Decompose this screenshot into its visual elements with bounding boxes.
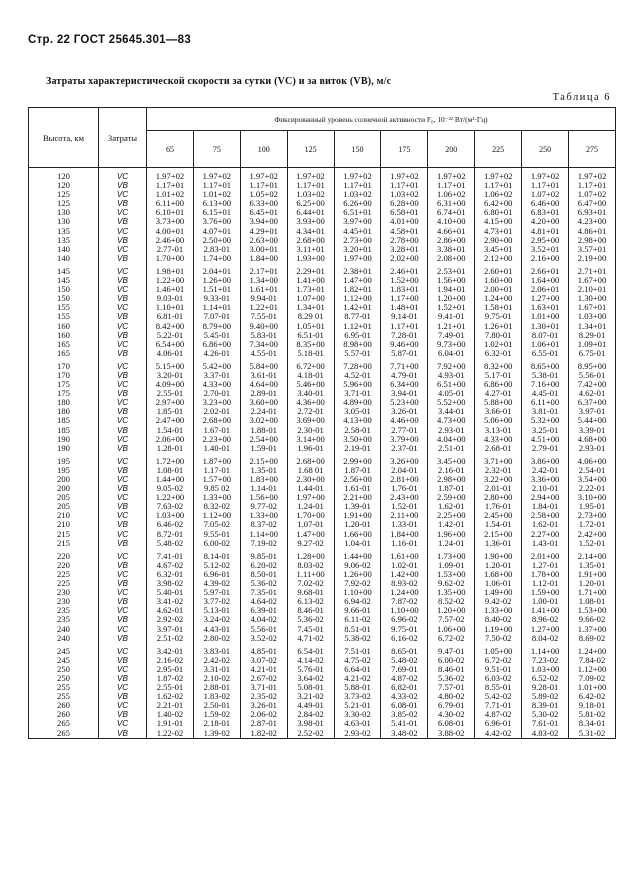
- table-block: [29, 643, 616, 738]
- altitude-cell: 170 170 175 175 180 180 185 185 190 190: [29, 358, 99, 453]
- value-cell: 1.05+00 6.72-02 9.51-01 6.03-02 8.55-01 5.42-02 7.71-01 4.87-02 6.96-01 4.42-02: [475, 643, 522, 738]
- cost-type-cell: VC VB VC VB VC VB VC VB VC VB: [99, 263, 147, 358]
- altitude-cell: 195 195 200 200 205 205 210 210 215 215: [29, 453, 99, 548]
- value-cell: 1.97+02 1.17+01 1.03+02 6.25+00 6.44+01 3.93+00 4.34+01 2.68+00 3.11+01 1.93+00: [287, 168, 334, 263]
- value-cell: 6.72+00 4.18-01 5.46+00 3.40-01 4.36+00 2.72-01 3.69+00 2.30-01 3.14+00 1.96-01: [287, 358, 334, 453]
- value-cell: 2.38+01 1.47+00 1.82+01 1.12+00 1.42+01 8.77-01 1.12+01 6.95-01 8.98+00 5.57-01: [334, 263, 381, 358]
- value-cell: 7.41-01 4.67-02 6.32-01 3.98-02 5.40-01 3.41-02 4.62-01 2.92-02 3.97-01 2.51-02: [147, 548, 194, 643]
- value-cell: 2.71+01 1.67+00 2.10+01 1.30+00 1.67+01 1.03+00 1.34+01 8.29-01 1.09+01 6.75-01: [569, 263, 616, 358]
- value-cell: 7.51-01 4.75-02 6.64-01 4.21-02 5.88-01 3.73-02 5.21-01 3.30-02 4.63-01 2.93-02: [334, 643, 381, 738]
- header-flux-level: 175: [381, 131, 428, 168]
- header-flux-level: 225: [475, 131, 522, 168]
- value-cell: 2.17+01 1.34+00 1.61+01 9.94-01 1.22+01 7.55-01 9.40+00 5.83-01 7.34+00 4.55-01: [240, 263, 287, 358]
- value-cell: 3.42-01 2.16-02 2.95-01 1.87-02 2.55-01 1.62-02 2.21-01 1.40-02 1.91-01 1.22-02: [147, 643, 194, 738]
- altitude-cell: 120 120 125 125 130 130 135 135 140 140: [29, 168, 99, 263]
- value-cell: 7.92+00 4.93-01 6.51+00 4.05-01 5.52+00 3.44-01 4.73+00 2.93-01 4.04+00 2.51-01: [428, 358, 475, 453]
- value-cell: 2.15+00 1.35-01 1.83+00 1.14-01 1.56+00 9.77-02 1.33+00 8.37-02 1.14+00 7.19-02: [240, 453, 287, 548]
- value-cell: 1.97+02 1.17+01 1.06+02 6.31+00 6.74+01 4.10+00 4.66+01 2.86+00 3.38+01 2.08+00: [428, 168, 475, 263]
- value-cell: 3.83-01 2.42-02 3.31-01 2.10-02 2.88-01 1.83-02 2.50-01 1.59-02 2.18-01 1.39-02: [193, 643, 240, 738]
- cost-type-cell: VC VB VC VB VC VB VC VB VC VB: [99, 643, 147, 738]
- value-cell: 2.66+01 1.64+00 2.06+01 1.27+00 1.63+01 1.01+00 1.30+01 8.07-01 1.06+01 6.55-01: [522, 263, 569, 358]
- header-altitude: Высота, км: [29, 108, 99, 168]
- value-cell: 2.04+01 1.26+00 1.51+01 9.33-01 1.14+01 7.07-01 8.79+00 5.45-01 6.86+00 4.26-01: [193, 263, 240, 358]
- header-flux-level: 125: [287, 131, 334, 168]
- value-cell: 4.85-01 3.07-02 4.21-01 2.67-02 3.71-01 2.35-02 3.26-01 2.06-02 2.87-01 1.82-02: [240, 643, 287, 738]
- header-cost: Затраты: [99, 108, 147, 168]
- value-cell: 8.65+00 5.38-01 7.16+00 4.45-01 6.11+00 3.81-01 5.32+00 3.25-01 4.51+00 2.79-01: [522, 358, 569, 453]
- header-flux-level: 100: [240, 131, 287, 168]
- value-cell: 1.97+02 1.17+01 1.06+02 6.42+00 6.80+01 4.15+00 4.73+01 2.90+00 3.45+01 2.12+00: [475, 168, 522, 263]
- header-flux-level: 65: [147, 131, 194, 168]
- value-cell: 3.26+00 2.04-01 2.81+00 1.76-01 2.43+00 1.52-01 2.11+00 1.33-01 1.84+00 1.16-01: [381, 453, 428, 548]
- value-cell: 1.97+02 1.17+01 1.01+02 6.11+00 6.10+01 3.73+00 4.00+01 2.46+00 2.77-01 1.70+00: [147, 168, 194, 263]
- header-flux-level: 75: [193, 131, 240, 168]
- altitude-cell: 145 145 150 150 155 155 160 160 165 165: [29, 263, 99, 358]
- page-header: Стр. 22 ГОСТ 25645.301—83: [28, 34, 192, 46]
- value-cell: 1.97+02 1.17+01 1.01+02 6.13+00 6.15+01 3.76+00 4.07+01 2.50+00 2.83-01 1.74+00: [193, 168, 240, 263]
- table-block: [29, 453, 616, 548]
- value-cell: 2.68+00 1.68 01 2.30+00 1.44-01 1.97+00 1.24-01 1.70+00 1.07-01 1.47+00 9.27-02: [287, 453, 334, 548]
- header-flux-level: 250: [522, 131, 569, 168]
- table-block: [29, 548, 616, 643]
- cost-type-cell: VC VB VC VB VC VB VC VB VC VB: [99, 358, 147, 453]
- value-cell: 2.01+00 1.27-01 1.78+00 1.12-01 1.59+00 1.00-01 1.41+00 8.96-02 1.27+00 8.04-02: [522, 548, 569, 643]
- value-cell: 1.97+02 1.17+01 1.07+02 6.46+00 6.83+01 4.20+00 4.81+01 2.95+00 3.52+01 2.16+00: [522, 168, 569, 263]
- value-cell: 5.15+00 3.20-01 4.09+00 2.55-01 2.97+00 1.85-01 2.47+00 1.54-01 2.06+00 1.28-01: [147, 358, 194, 453]
- value-cell: 1.97+02 1.17+01 1.03+02 6.28+00 6.58+01 4.01+00 4.58+01 2.78+00 3.28+01 2.02+00: [381, 168, 428, 263]
- value-cell: 3.86+00 2.42-01 3.36+00 2.10-01 2.94+00 1.84-01 2.58+00 1.62-01 2.27+00 1.43-01: [522, 453, 569, 548]
- value-cell: 9.47-01 6.00-02 8.46-01 5.36-02 7.57-01 4.80-02 6.79-01 4.30-02 6.08-01 3.88-02: [428, 643, 475, 738]
- value-cell: 5.84+00 3.61-01 4.64+00 2.89-01 3.60+00 2.24-01 3.02+00 1.88-01 2.54+00 1.59-01: [240, 358, 287, 453]
- value-cell: 9.85-01 6.20-02 8.50-01 5.36-02 7.35-01 4.64-02 6.39-01 4.04-02 5.56-01 3.52-02: [240, 548, 287, 643]
- table-block: [29, 263, 616, 358]
- cost-type-cell: VC VB VC VB VC VB VC VB VC VB: [99, 453, 147, 548]
- cost-type-cell: VC VB VC VB VC VB VC VB VC VB: [99, 168, 147, 263]
- header-flux: Фиксированный уровень солнечной активности F₀, 10⁻²² Вт/(м²·Гц): [147, 108, 616, 131]
- value-cell: 2.14+00 1.35-01 1.91+00 1.20-01 1.71+00 1.08-01 1.53+00 9.66-02 1.37+00 8.69-02: [569, 548, 616, 643]
- value-cell: 1.73+00 1.09-01 1.53+00 9.62-02 1.35+00 8.52-02 1.20+00 7.57-02 1.06+00 6.72-02: [428, 548, 475, 643]
- altitude-cell: 245 245 250 250 255 255 260 260 265 265: [29, 643, 99, 738]
- value-cell: 8.14-01 5.12-02 6.96-01 4.39-02 5.97-01 3.77-02 5.13-01 3.24-02 4.43-01 2.80-02: [193, 548, 240, 643]
- value-cell: 7.28+00 4.52-01 5.96+00 3.71-01 4.89+00 3.05-01 4.13+00 2.58-01 3.50+00 2.19-01: [334, 358, 381, 453]
- value-cell: 5.42+00 3.37-01 4.33+00 2.70-01 3.23+00 2.02-01 2.68+00 1.67-01 2.23+00 1.40-01: [193, 358, 240, 453]
- value-cell: 1.90+00 1.20-01 1.68+00 1.06-01 1.49+00 9.42-02 1.33+00 8.40-02 1.19+00 7.50-02: [475, 548, 522, 643]
- value-cell: 1.14+00 7.23-02 1.03+00 6.52-02 9.28-01 5.89-02 8.39-01 5.30-02 7.61-01 4.83-02: [522, 643, 569, 738]
- value-cell: 1.61+00 1.02-01 1.42+00 8.93-02 1.24+00 7.87-02 1.10+00 6.96-02 9.75-01 6.16-02: [381, 548, 428, 643]
- value-cell: 1.87+00 1.17-01 1.57+00 9.85 02 1.33+00 8.32-02 1.12+00 7.05-02 9.55-01 6.00-02: [193, 453, 240, 548]
- value-cell: 2.53+01 1.56+00 1.94+01 1.20+00 1.52+01 9.41-01 1.21+01 7.49-01 9.73+00 6.04-01: [428, 263, 475, 358]
- altitude-cell: 220 220 225 225 230 230 235 235 240 240: [29, 548, 99, 643]
- value-cell: 1.97+02 1.17+01 1.05+02 6.33+00 6.45+01 3.94+00 4.29+01 2.63+00 3.00+01 1.84+00: [240, 168, 287, 263]
- cost-type-cell: VC VB VC VB VC VB VC VB VC VB: [99, 548, 147, 643]
- value-cell: 3.45+00 2.16-01 2.98+00 1.87-01 2.59+00 1.62-01 2.25+00 1.42-01 1.96+00 1.24-01: [428, 453, 475, 548]
- value-cell: 2.46+01 1.52+00 1.83+01 1.17+00 1.48+01 9.14-01 1.17+01 7.28-01 9.46+00 5.87-01: [381, 263, 428, 358]
- value-cell: 2.99+00 1.87-01 2.56+00 1.61-01 2.21+00 1.39-01 1.91+00 1.20-01 1.66+00 1.04-01: [334, 453, 381, 548]
- value-cell: 1.97+02 1.17+01 1.07+02 6.47+00 6.93+01 4.23+00 4.86+01 2.98+00 3.57+01 2.19+00: [569, 168, 616, 263]
- value-cell: 1.72+00 1.08-01 1.44+00 9.05-02 1.22+00 7.63-02 1.03+00 6.46-02 8.72-01 5.48-02: [147, 453, 194, 548]
- header-flux-level: 200: [428, 131, 475, 168]
- data-table: [28, 107, 616, 739]
- value-cell: 6.54-01 4.14-02 5.76-01 3.64-02 5.08-01 3.21-02 4.49-01 2.84-02 3.98-01 2.52-02: [287, 643, 334, 738]
- table-block: [29, 358, 616, 453]
- value-cell: 1.97+02 1.17+01 1.03+02 6.26+00 6.51+01 3.97+00 4.45+01 2.73+00 3.20+01 1.97+00: [334, 168, 381, 263]
- value-cell: 1.28+00 8.03-02 1.11+00 7.02-02 9.68-01 6.13-02 8.46-01 5.36-02 7.45-01 4.71-02: [287, 548, 334, 643]
- table-block: [29, 168, 616, 263]
- value-cell: 1.44+00 9.06-02 1.26+00 7.92-02 1.10+00 6.94-02 9.66-01 6.11-02 8.51-01 5.38-02: [334, 548, 381, 643]
- value-cell: 3.71+00 2.32-01 3.22+00 2.01-01 2.80+00 1.76-01 2.45+00 1.54-01 2.15+00 1.36-01: [475, 453, 522, 548]
- table-title: Затраты характеристической скорости за сутки (VC) и за виток (VB), м/с: [46, 76, 392, 87]
- value-cell: 2.60+01 1.60+00 2.00+01 1.24+00 1.58+01 9.75-01 1.26+01 7.80-01 1.02+01 6.32-01: [475, 263, 522, 358]
- value-cell: 1.98+01 1.22+00 1.46+01 9.03-01 1.10+01 6.81-01 8.42+00 5.22-01 6.54+00 4.06-01: [147, 263, 194, 358]
- value-cell: 2.29+01 1.41+00 1.73+01 1.07+00 1.34+01 8.29 01 1.05+01 6.51-01 8.35+00 5.18-01: [287, 263, 334, 358]
- header-flux-level: 150: [334, 131, 381, 168]
- value-cell: 1.24+00 7.84-02 1.12+00 7.09-02 1.01+00 6.42-02 9.18-01 5.81-02 8.34-01 5.31-02: [569, 643, 616, 738]
- header-flux-level: 275: [569, 131, 616, 168]
- value-cell: 4.06+00 2.54-01 3.54+00 2.22-01 3.10+00 1.95-01 2.73+00 1.72-01 2.42+00 1.52-01: [569, 453, 616, 548]
- table-number: Таблица 6: [552, 92, 611, 103]
- value-cell: 8.32+00 5.17-01 6.86+00 4.27-01 5.88+00 3.66-01 5.06+00 3.13-01 4.33+00 2.68-01: [475, 358, 522, 453]
- value-cell: 7.71+00 4.79-01 6.34+00 3.94-01 5.23+00 3.26-01 4.46+00 2.77-01 3.79+00 2.37-01: [381, 358, 428, 453]
- value-cell: 8.65-01 5.48-02 7.69-01 4.87-02 6.82-01 4.33-02 6.08-01 3.85-02 5.41-01 3.48-02: [381, 643, 428, 738]
- value-cell: 8.95+00 5.56-01 7.42+00 4.62-01 6.37+00 3.97-01 5.44+00 3.39-01 4.68+00 2.93-01: [569, 358, 616, 453]
